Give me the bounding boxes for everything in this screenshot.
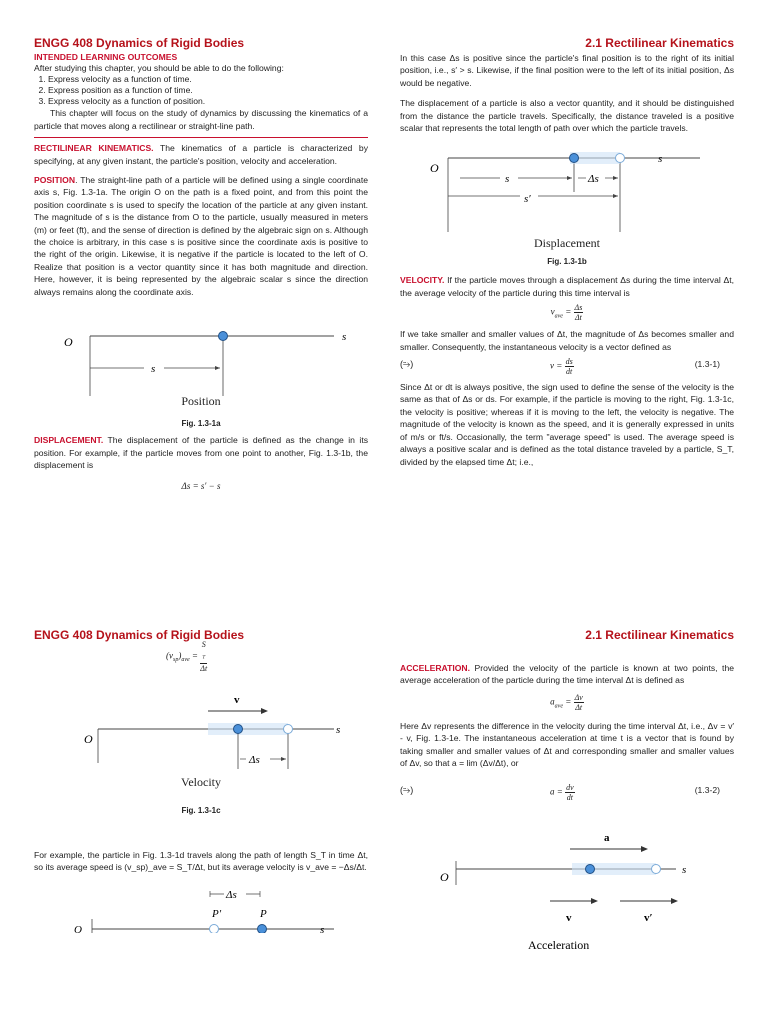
position-figure-label: Position [181, 394, 221, 409]
axis-label: s [342, 331, 347, 344]
fraction [565, 357, 574, 376]
arrowhead [567, 176, 572, 180]
acceleration-text: Provided the velocity of the particle is known at two points, the average acceleration of the particle during the time interval Δt is defined as [400, 663, 734, 686]
final-particle [258, 925, 267, 934]
origin-label: O [84, 731, 93, 746]
average-speed-equation: $(v_{sp})_{ave}$ = S $_T$ Δt [166, 640, 208, 673]
origin-label: O [74, 924, 82, 934]
acceleration-label: a [604, 832, 610, 845]
numerator: dv [566, 783, 574, 793]
average-speed-example: For example, the particle in Fig. 1.3-1d travels along the path of length S_T in time Δt, so its average speed is (v_sp)_ave = S_T/Δt, but its average velocity is v_ave = −Δs/Δt. [34, 849, 368, 872]
displacement-paragraph [34, 434, 368, 471]
s-label: s [505, 173, 510, 186]
velocity-title: VELOCITY. [400, 275, 445, 286]
initial-particle [570, 154, 579, 163]
initial-particle [586, 865, 595, 874]
section-title: 2.1 Rectilinear Kinematics [585, 36, 734, 50]
rectilinear-title: RECTILINEAR KINEMATICS. [34, 143, 154, 154]
position-title: POSITION [34, 175, 76, 186]
instantaneous-velocity-paragraph: If we take smaller and smaller values of Δt, the magnitude of Δs becomes smaller and smaller. Consequently, the instantaneous velocity is a vector defined as [400, 329, 734, 352]
rectilinear-paragraph [34, 142, 368, 167]
num-main: S [201, 640, 206, 649]
velocity-label: v [566, 912, 572, 925]
velocity-label: v [234, 693, 240, 706]
initial-particle [210, 925, 219, 934]
num-sub: T [202, 655, 206, 661]
velocity-figure-label: Velocity [181, 774, 221, 789]
eq-lhs: (v [166, 650, 173, 661]
acceleration-paragraph [400, 662, 734, 687]
axis-label: s [658, 153, 663, 166]
denominator: dt [566, 367, 573, 377]
section-title: 2.1 Rectilinear Kinematics [585, 628, 734, 642]
final-particle [616, 154, 625, 163]
arrowhead [215, 366, 220, 370]
numerator: Δs [574, 303, 583, 313]
instantaneous-acceleration-equation: a = $\frac{dv}{dt}$ [550, 783, 574, 803]
ilo-item: 3. Express velocity as a function of position. [48, 96, 368, 107]
instantaneous-velocity-equation: v = $\frac{ds}{dt}$ [550, 357, 573, 377]
numerator: ds [565, 357, 573, 367]
rectilinear-text: The kinematics of a particle is characterized by specifying, at any given instant, the particle's position, velocity and acceleration. [34, 143, 368, 166]
final-particle [652, 865, 661, 874]
equation-number: (1.3-2) [694, 785, 720, 796]
denominator: Δt [574, 313, 582, 323]
denominator: dt [566, 793, 573, 803]
ilo-focus: This chapter will focus on the study of dynamics by discussing the kinematics of a particle that moves along a rectilinear or straight-line path. [34, 108, 368, 131]
displacement-equation: Δs = s′ − s [181, 481, 221, 492]
delta-s-label: Δs [588, 173, 599, 186]
instantaneous-velocity-row [400, 355, 734, 375]
axis-label: s [682, 864, 687, 877]
s-prime-label: s′ [524, 193, 531, 206]
velocity-diagram [34, 683, 368, 773]
acceleration-diagram [400, 821, 734, 951]
displacement-diagram [400, 144, 734, 244]
right-column [400, 628, 734, 951]
displacement-title: DISPLACEMENT. [34, 435, 104, 446]
eq-lhs: a [550, 696, 555, 707]
fraction [565, 783, 575, 802]
motion-blur [572, 863, 656, 875]
right-column [400, 36, 734, 468]
p-label: P [260, 908, 267, 921]
eq-lhs: v [550, 306, 555, 317]
origin-label: O [430, 161, 439, 176]
velocity-text: If the particle moves through a displacement Δs during the time interval Δt, the average velocity of the particle during this time interval is [400, 275, 734, 298]
divider [34, 137, 368, 138]
velocity-sense-paragraph: Since Δt or dt is always positive, the sign used to define the sense of the velocity is the same as that of Δs or ds. For example, if the particle is moving to the right, Fig. 1.3-1c, the velocity is positive; whereas if it is moving to the left, the velocity is negative. The magnitude of the velocity is known as the speed, and it is generally expressed in units of m/s or ft/s. Occasionally, the term "average speed" is used. The average speed is always a positive scalar and is defined as the total distance traveled by a particle, S_T, divided by the elapsed time Δt; i.e., [400, 382, 734, 467]
eq-sub: ave [554, 313, 563, 320]
direction-arrow: (⥲) [400, 359, 414, 370]
ilo-list [34, 74, 368, 107]
arrowhead [671, 898, 678, 904]
ilo-item: 2. Express position as a function of time. [48, 85, 368, 96]
denominator: Δt [575, 702, 583, 712]
eq-sub: sp [173, 657, 179, 664]
numerator [200, 640, 207, 664]
figure-caption-c: Fig. 1.3-1c [181, 805, 221, 815]
figure-caption-b: Fig. 1.3-1b [547, 257, 587, 267]
arrowhead [261, 708, 268, 714]
speed-example-diagram [34, 881, 368, 933]
acceleration-figure-label: Acceleration [528, 938, 590, 952]
fraction [574, 693, 584, 712]
eq-tail: ) [178, 650, 182, 661]
arrowhead [591, 898, 598, 904]
course-title: ENGG 408 Dynamics of Rigid Bodies [34, 36, 245, 50]
average-velocity-equation: $v_{ave}$ = $\frac{\Delta s}{\Delta t}$ [550, 303, 583, 323]
instantaneous-acceleration-row [400, 781, 734, 803]
ilo-item: 1. Express velocity as a function of time. [48, 74, 368, 85]
numerator: Δv [574, 692, 583, 702]
denominator: Δt [200, 663, 208, 673]
origin-label: O [64, 335, 73, 350]
axis-label: s [320, 924, 325, 934]
ilo-title: INTENDED LEARNING OUTCOMES [34, 52, 178, 62]
fraction [200, 640, 207, 673]
eq-sub: ave [181, 657, 190, 664]
fraction [574, 303, 584, 322]
motion-blur [208, 723, 288, 735]
displacement-figure-label: Displacement [534, 236, 600, 251]
ilo-intro: After studying this chapter, you should be able to do the following: [34, 63, 284, 73]
direction-arrow: (⥲) [400, 785, 414, 796]
origin-label: O [440, 870, 449, 885]
average-acceleration-equation: $a_{ave}$ = $\frac{\Delta v}{\Delta t}$ [550, 692, 583, 712]
displacement-text: The displacement of the particle is defined as the change in its position. For example, if the particle moves from one point to another, Fig. 1.3-1b, the displacement is [34, 435, 368, 470]
s-label: s [151, 363, 156, 376]
velocity-paragraph [400, 274, 734, 299]
delta-s-label: Δs [249, 753, 260, 766]
particle [219, 332, 228, 341]
final-particle [284, 724, 293, 733]
delta-s-label: Δs [226, 889, 237, 902]
position-paragraph [34, 174, 368, 298]
course-title: ENGG 408 Dynamics of Rigid Bodies [34, 628, 245, 642]
left-column [34, 628, 368, 933]
p-prime-label: P′ [212, 908, 222, 921]
page-2 [0, 626, 768, 1024]
position-text: . The straight-line path of a particle will be defined using a single coordinate axis s, Fig. 1.3-1a. The origin O on the path is a fixed point, and from this point the position coordinate s is used to specify the location of the particle at any given instant. The magnitude of s is the distance from O to the particle, usually measured in meters (m) or feet (ft), and the sense of direction is defined by the algebraic sign on s. Although the choice is arbitrary, in this case s is positive since the coordinate axis is positive to the right of the origin. Likewise, it is negative if the particle is located to the left of O. Realize that position is a vector quantity since it has both magnitude and direction. Here, however, it is being represented by the algebraic scalar s since the direction always remains along the coordinate axis. [34, 175, 368, 297]
arrowhead [281, 757, 286, 761]
initial-particle [234, 724, 243, 733]
left-column [34, 36, 368, 491]
instantaneous-acceleration-paragraph: Here Δv represents the difference in the velocity during the time interval Δt, i.e., Δv = v′ - v, Fig. 1.3-1e. The instantaneous acceleration at time t is a vector that is found by taking smaller and smaller values of Δt and corresponding smaller and smaller values of Δv, so that a = lim (Δv/Δt), or [400, 720, 734, 769]
distance-paragraph: The displacement of a particle is also a vector quantity, and it should be distinguished from the distance the particle travels. Specifically, the distance traveled is a positive scalar that represents the total length of path over which the particle travels. [400, 98, 734, 134]
eq-sub: ave [554, 703, 563, 710]
equation-number: (1.3-1) [694, 359, 720, 370]
displacement-sign-paragraph: In this case Δs is positive since the particle's final position is to the right of its initial position, i.e., s′ > s. Likewise, if the final position were to the left of its initial position, Δs would be negative. [400, 53, 734, 88]
acceleration-title: ACCELERATION. [400, 663, 471, 673]
axis-label: s [336, 723, 341, 736]
velocity-prime-label: v′ [644, 912, 653, 925]
figure-caption-a: Fig. 1.3-1a [181, 419, 221, 429]
position-diagram [34, 316, 368, 398]
arrowhead [613, 176, 618, 180]
arrowhead [613, 194, 618, 198]
arrowhead [641, 846, 648, 852]
